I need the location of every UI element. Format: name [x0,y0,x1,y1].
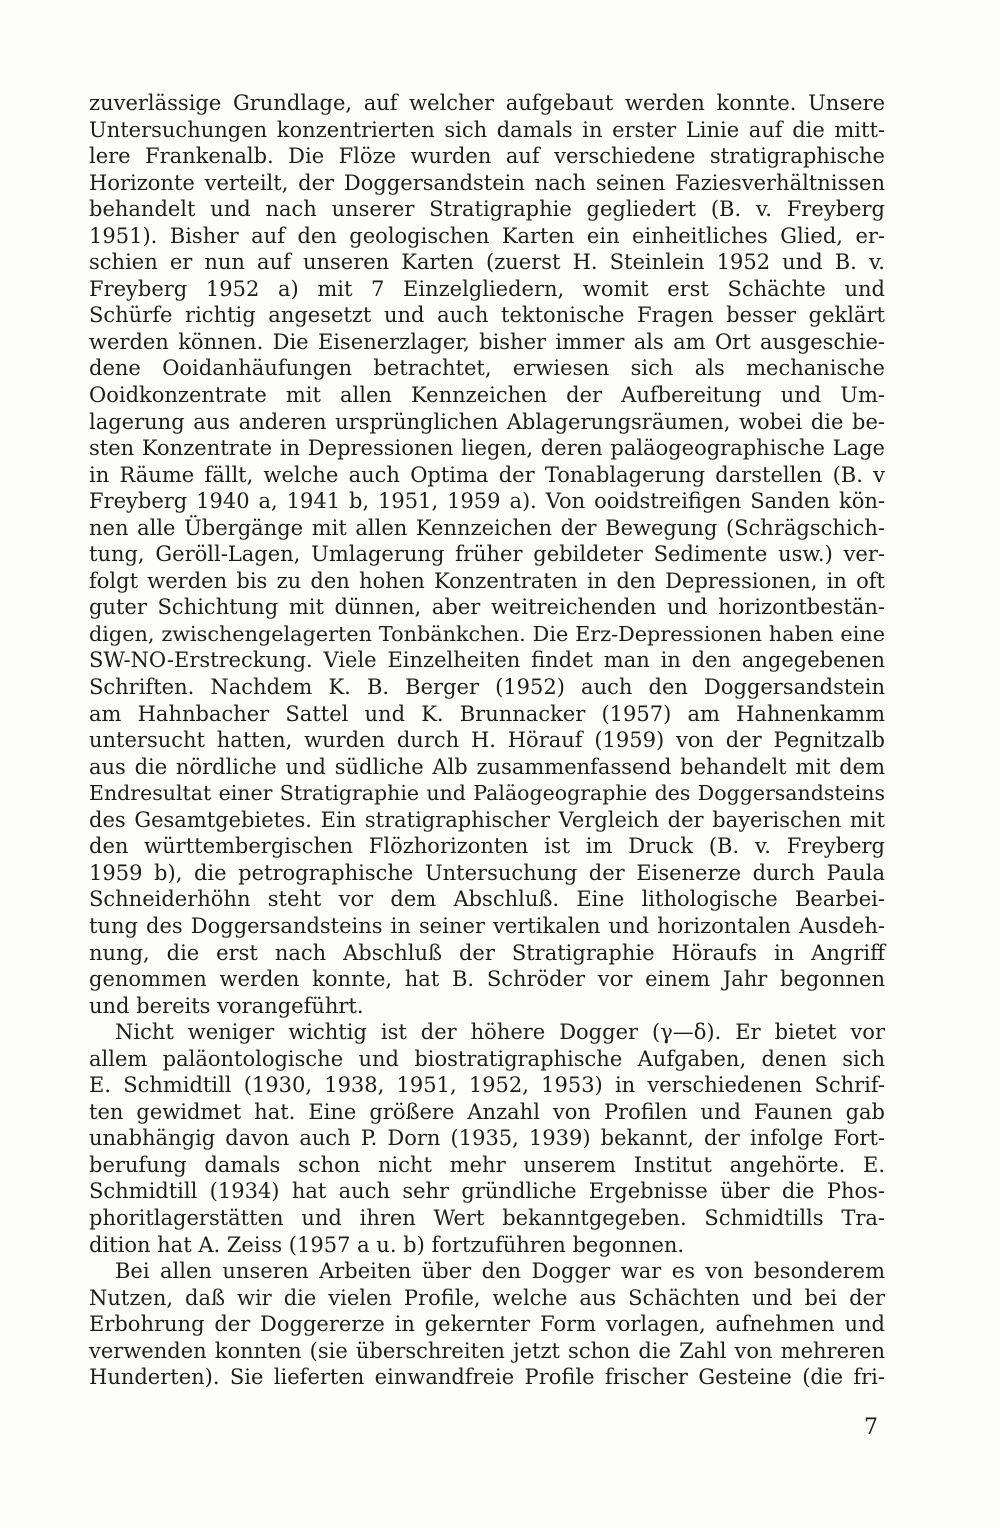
text-line: Schürfe richtig angesetzt und auch tektonische Fragen besser geklärt [89,303,885,328]
text-line: lagerung aus anderen ursprünglichen Ablagerungsräumen, wobei die be- [89,409,885,434]
text-line: 1951). Bisher auf den geologischen Karten ein einheitliches Glied, er- [89,223,885,248]
text-line: guter Schichtung mit dünnen, aber weitreichenden und horizontbestän- [89,595,885,620]
page-number: 7 [864,1415,878,1440]
text-line: lere Frankenalb. Die Flöze wurden auf verschiedene stratigraphische [89,144,885,169]
text-line: nung, die erst nach Abschluß der Stratigraphie Hörаufs in Angriff [89,940,885,965]
text-line: E. Schmidtill (1930, 1938, 1951, 1952, 1953) in verschiedenen Schrif- [89,1073,885,1098]
text-line: unabhängig davon auch P. Dorn (1935, 1939) bekannt, der infolge Fort- [89,1126,885,1151]
text-line: Ooidkonzentrate mit allen Kennzeichen der Aufbereitung und Um- [89,383,885,408]
text-line: Nicht weniger wichtig ist der höhere Dogger (γ—δ). Er bietet vor [115,1020,885,1045]
text-line: folgt werden bis zu den hohen Konzentraten in den Depressionen, in oft [89,568,885,593]
text-line: Schneiderhöhn steht vor dem Abschluß. Eine lithologische Bearbei- [89,887,885,912]
body-text [89,90,885,1391]
text-line: Endresultat einer Stratigraphie und Paläogeographie des Doggersandsteins [89,781,885,806]
text-line: allem paläontologische und biostratigraphische Aufgaben, denen sich [89,1046,885,1071]
text-line: aus die nördliche und südliche Alb zusammenfassend behandelt mit dem [89,754,885,779]
text-line: Hunderten). Sie lieferten einwandfreie Profile frischer Gesteine (die fri- [89,1365,885,1390]
text-line: behandelt und nach unserer Stratigraphie gegliedert (B. v. Freyberg [89,197,885,222]
text-line: Untersuchungen konzentrierten sich damals in erster Linie auf die mitt- [89,117,885,142]
text-line: Nutzen, daß wir die vielen Profile, welche aus Schächten und bei der [89,1285,885,1310]
text-line: zuverlässige Grundlage, auf welcher aufgebaut werden konnte. Unsere [89,91,885,115]
text-line: in Räume fällt, welche auch Optima der Tonablagerung darstellen (B. v [89,462,885,487]
text-line: sten Konzentrate in Depressionen liegen, deren paläogeographische Lage [89,436,885,461]
text-line: Schmidtill (1934) hat auch sehr gründliche Ergebnisse über die Phos- [89,1179,885,1204]
paragraph-1 [89,90,885,1019]
text-line: SW-NO-Erstreckung. Viele Einzelheiten findet man in den angegebenen [89,648,885,673]
paragraph-3 [89,1258,885,1391]
text-line: phoritlagerstätten und ihren Wert bekanntgegeben. Schmidtills Tra- [89,1205,885,1230]
text-line: berufung damals schon nicht mehr unserem Institut angehörte. E. [89,1152,885,1177]
text-line: 1959 b), die petrographische Untersuchung der Eisenerze durch Paula [89,860,885,885]
text-line: genommen werden konnte, hat B. Schröder vor einem Jahr begonnen [89,967,885,992]
paragraph-2 [89,1019,885,1258]
text-line: Schriften. Nachdem K. B. Berger (1952) auch den Doggersandstein [89,675,885,700]
text-line: untersucht hatten, wurden durch H. Hörauf (1959) von der Pegnitzalb [89,728,885,753]
text-line: den württembergischen Flözhorizonten ist im Druck (B. v. Freyberg [89,834,885,859]
text-line: am Hahnbacher Sattel und K. Brunnacker (1957) am Hahnenkamm [89,701,885,726]
text-line: Horizonte verteilt, der Doggersandstein nach seinen Faziesverhältnissen [89,170,885,195]
text-line: tung, Geröll-Lagen, Umlagerung früher gebildeter Sedimente usw.) ver- [89,542,885,567]
text-line: schien er nun auf unseren Karten (zuerst H. Steinlein 1952 und B. v. [89,250,885,275]
text-line: des Gesamtgebietes. Ein stratigraphischer Vergleich der bayerischen mit [89,807,885,832]
text-line: verwenden konnten (sie überschreiten jetzt schon die Zahl von mehreren [89,1338,885,1363]
text-line: nen alle Übergänge mit allen Kennzeichen der Bewegung (Schrägschich- [89,515,885,540]
text-line: werden können. Die Eisenerzlager, bisher immer als am Ort ausgeschie- [89,329,885,354]
text-line: Erbohrung der Doggererze in gekernter Form vorlagen, aufnehmen und [89,1312,885,1337]
text-line: dene Ooidanhäufungen betrachtet, erwiesen sich als mechanische [89,356,885,381]
text-line: digen, zwischengelagerten Tonbänkchen. Die Erz-Depressionen haben eine [89,621,885,646]
text-line: ten gewidmet hat. Eine größere Anzahl von Profilen und Faunen gab [89,1099,885,1124]
text-line: Freyberg 1952 a) mit 7 Einzelgliedern, womit erst Schächte und [89,276,885,301]
text-line: und bereits vorangeführt. [89,993,364,1018]
text-line: dition hat A. Zeiss (1957 a u. b) fortzuführen begonnen. [89,1232,685,1257]
text-line: Bei allen unseren Arbeiten über den Dogger war es von besonderem [115,1259,885,1284]
text-line: tung des Doggersandsteins in seiner vertikalen und horizontalen Ausdeh- [89,913,885,938]
text-line: Freyberg 1940 a, 1941 b, 1951, 1959 a). Von ooidstreifigen Sanden kön- [89,489,885,514]
